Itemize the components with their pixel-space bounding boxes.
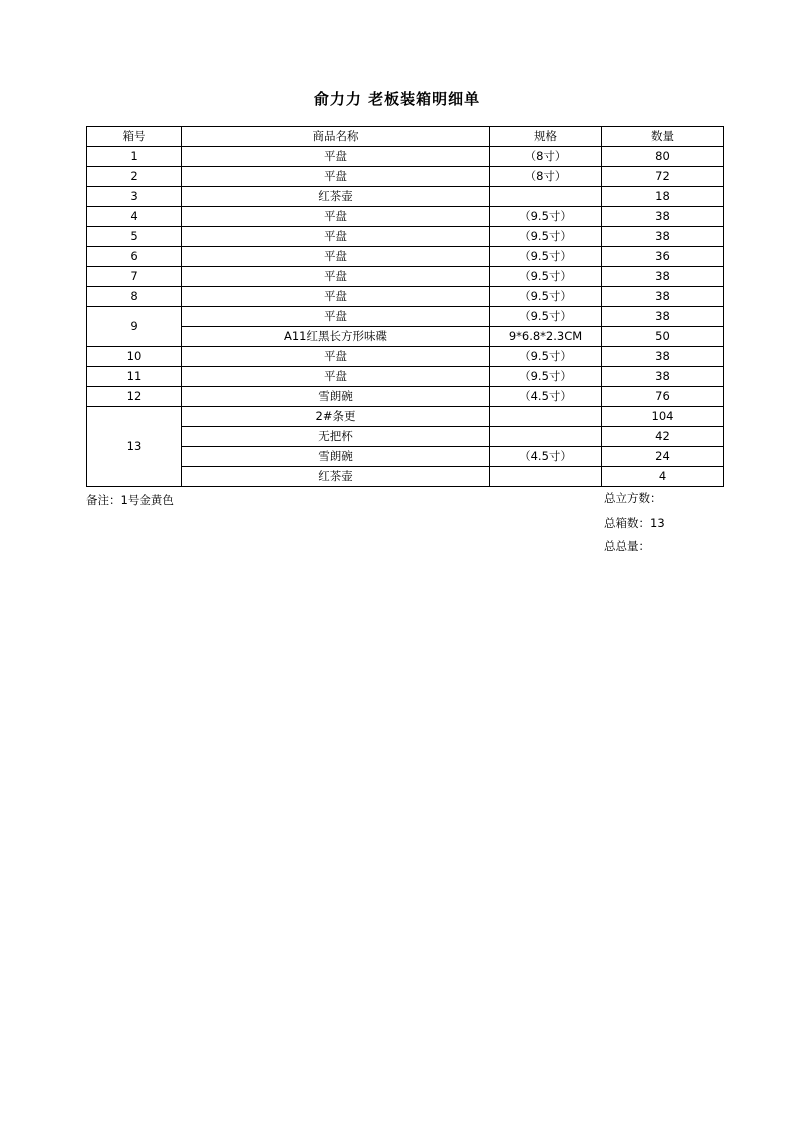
product-name-cell: 平盘 — [182, 307, 490, 327]
specification-cell: （9.5寸） — [490, 287, 602, 307]
specification-cell: （4.5寸） — [490, 447, 602, 467]
product-name-cell: 平盘 — [182, 147, 490, 167]
box-number-cell: 10 — [87, 347, 182, 367]
specification-cell: （8寸） — [490, 167, 602, 187]
specification-cell: （9.5寸） — [490, 267, 602, 287]
page-title: 俞力力 老板装箱明细单 — [313, 90, 481, 108]
table-row — [87, 387, 724, 407]
specification-cell: （9.5寸） — [490, 347, 602, 367]
product-name-cell: A11红黑长方形味碟 — [182, 327, 490, 347]
table-row — [87, 447, 724, 467]
quantity-cell: 38 — [602, 347, 724, 367]
specification-cell: （9.5寸） — [490, 367, 602, 387]
box-number-cell: 12 — [87, 387, 182, 407]
table-row — [87, 227, 724, 247]
quantity-cell: 80 — [602, 147, 724, 167]
specification-cell: （9.5寸） — [490, 207, 602, 227]
quantity-cell: 38 — [602, 267, 724, 287]
quantity-cell: 38 — [602, 307, 724, 327]
table-row — [87, 147, 724, 167]
product-name-cell: 平盘 — [182, 227, 490, 247]
specification-cell: 9*6.8*2.3CM — [490, 327, 602, 347]
product-name-cell: 红茶壶 — [182, 467, 490, 487]
product-name-cell: 平盘 — [182, 287, 490, 307]
box-number-cell: 13 — [87, 407, 182, 487]
specification-cell: （9.5寸） — [490, 247, 602, 267]
product-name-cell: 无把杯 — [182, 427, 490, 447]
quantity-cell: 38 — [602, 287, 724, 307]
table-row — [87, 367, 724, 387]
table-row — [87, 287, 724, 307]
quantity-cell: 38 — [602, 227, 724, 247]
product-name-cell: 平盘 — [182, 267, 490, 287]
specification-cell — [490, 467, 602, 487]
product-name-cell: 红茶壶 — [182, 187, 490, 207]
quantity-cell: 38 — [602, 367, 724, 387]
specification-cell — [490, 427, 602, 447]
table-row — [87, 307, 724, 327]
box-number-cell: 3 — [87, 187, 182, 207]
table-row — [87, 467, 724, 487]
table-row — [87, 267, 724, 287]
table-body — [87, 147, 724, 487]
specification-cell: （9.5寸） — [490, 227, 602, 247]
box-number-cell: 4 — [87, 207, 182, 227]
box-number-cell: 2 — [87, 167, 182, 187]
total-boxes: 总箱数：13 — [604, 516, 665, 530]
quantity-cell: 4 — [602, 467, 724, 487]
table-row — [87, 327, 724, 347]
total-weight: 总总量： — [604, 539, 650, 553]
product-name-cell: 平盘 — [182, 367, 490, 387]
quantity-cell: 72 — [602, 167, 724, 187]
table-row — [87, 407, 724, 427]
quantity-cell: 42 — [602, 427, 724, 447]
product-name-cell: 平盘 — [182, 247, 490, 267]
packing-list-table — [86, 126, 724, 487]
product-name-cell: 雪朗碗 — [182, 387, 490, 407]
specification-cell — [490, 187, 602, 207]
table-row — [87, 347, 724, 367]
table-row — [87, 167, 724, 187]
table-row — [87, 247, 724, 267]
remark-note: 备注：1号金黄色 — [86, 493, 174, 507]
total-volume: 总立方数： — [604, 491, 662, 505]
specification-cell — [490, 407, 602, 427]
box-number-cell: 11 — [87, 367, 182, 387]
quantity-cell: 36 — [602, 247, 724, 267]
specification-cell: （8寸） — [490, 147, 602, 167]
box-number-cell: 1 — [87, 147, 182, 167]
product-name-cell: 平盘 — [182, 347, 490, 367]
table-row — [87, 187, 724, 207]
product-name-cell: 平盘 — [182, 207, 490, 227]
product-name-cell: 平盘 — [182, 167, 490, 187]
specification-cell: （4.5寸） — [490, 387, 602, 407]
specification-cell: （9.5寸） — [490, 307, 602, 327]
table-row — [87, 427, 724, 447]
header-quantity: 数量 — [602, 127, 724, 147]
quantity-cell: 104 — [602, 407, 724, 427]
box-number-cell: 8 — [87, 287, 182, 307]
quantity-cell: 50 — [602, 327, 724, 347]
quantity-cell: 76 — [602, 387, 724, 407]
quantity-cell: 24 — [602, 447, 724, 467]
table-header-row — [87, 127, 724, 147]
header-specification: 规格 — [490, 127, 602, 147]
quantity-cell: 18 — [602, 187, 724, 207]
box-number-cell: 7 — [87, 267, 182, 287]
table-row — [87, 207, 724, 227]
box-number-cell: 6 — [87, 247, 182, 267]
box-number-cell: 5 — [87, 227, 182, 247]
header-box-number: 箱号 — [87, 127, 182, 147]
product-name-cell: 2#条更 — [182, 407, 490, 427]
product-name-cell: 雪朗碗 — [182, 447, 490, 467]
box-number-cell: 9 — [87, 307, 182, 347]
header-product-name: 商品名称 — [182, 127, 490, 147]
quantity-cell: 38 — [602, 207, 724, 227]
